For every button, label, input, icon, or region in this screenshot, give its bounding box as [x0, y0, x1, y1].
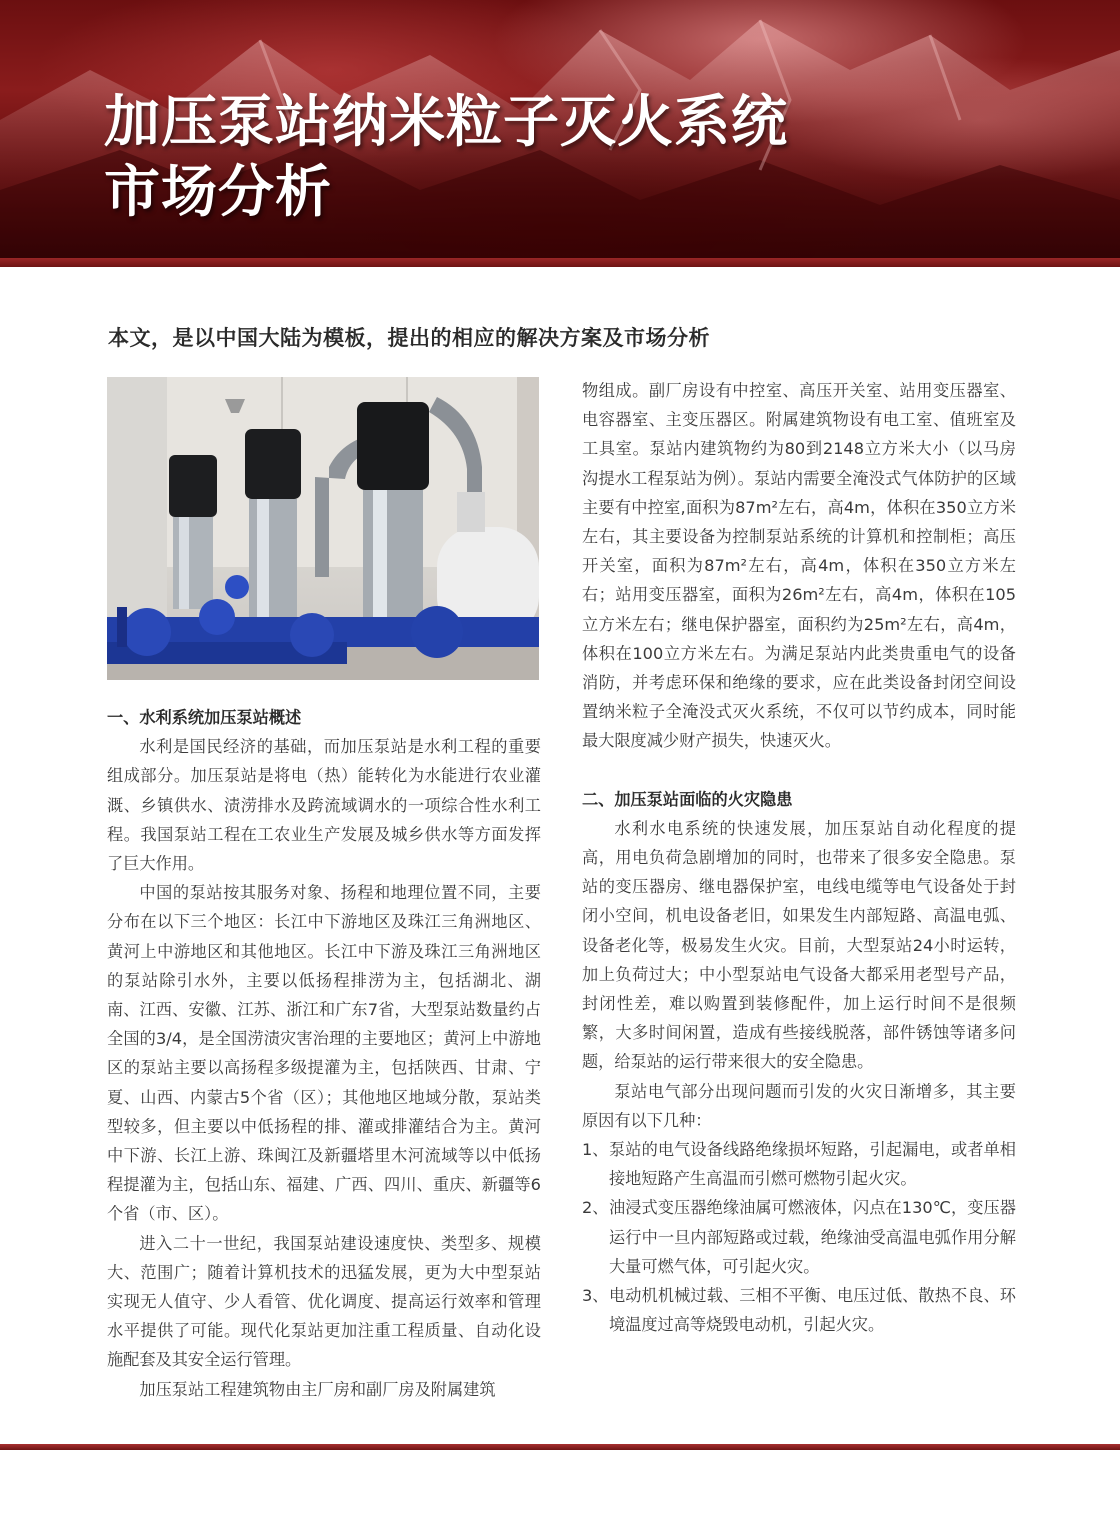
- footer-divider: [0, 1444, 1120, 1450]
- pump-illustration-icon: [107, 377, 539, 680]
- banner-divider: [0, 258, 1120, 267]
- page-title: [104, 88, 788, 228]
- list-item: [582, 1135, 1016, 1193]
- list-item-text: 电动机机械过载、三相不平衡、电压过低、散热不良、环境温度过高等烧毁电动机，引起火灾。: [609, 1286, 1016, 1335]
- section-1-paragraph: 中国的泵站按其服务对象、扬程和地理位置不同，主要分布在以下三个地区：长江中下游地区及珠江三角洲地区、黄河上中游地区和其他地区。长江中下游及珠江三角洲地区的泵站除引水外，主要以低扬程排涝为主，包括湖北、湖南、江西、安徽、江苏、浙江和广东7省，大型泵站数量约占全国的3/4，是全国涝渍灾害治理的主要地区；黄河上中游地区的泵站主要以高扬程多级提灌为主，包括陕西、甘肃、宁夏、山西、内蒙古5个省（区）；其他地区地域分散，泵站类型较多，但主要以中低扬程的排、灌或排灌结合为主。黄河中下游、长江上游、珠闽江及新疆塔里木河流域等以中低扬程提灌为主，包括山东、福建、广西、四川、重庆、新疆等6个省（市、区）。: [107, 883, 541, 1224]
- list-item-number: 2、: [582, 1198, 609, 1218]
- section-1-paragraph: 进入二十一世纪，我国泵站建设速度快、类型多、规模大、范围广；随着计算机技术的迅猛发展，更为大中型泵站实现无人值守、少人看管、优化调度、提高运行效率和管理水平提供了可能。现代化泵站更加注重工程质量、自动化设施配套及其安全运行管理。: [107, 1233, 541, 1370]
- left-column: [107, 703, 541, 1404]
- list-item-text: 泵站的电气设备线路绝缘损坏短路，引起漏电，或者单相接地短路产生高温而引燃可燃物引起火灾。: [609, 1140, 1016, 1189]
- title-line-1: 加压泵站纳米粒子灭火系统: [104, 90, 788, 155]
- cause-list: [582, 1135, 1016, 1339]
- right-column: [582, 376, 1016, 1340]
- section-gap: [582, 756, 1016, 785]
- list-item-number: 1、: [582, 1140, 609, 1160]
- title-line-2: 市场分析: [104, 160, 332, 225]
- pump-room-photo: [107, 377, 539, 680]
- header-banner: [0, 0, 1120, 258]
- article-subtitle: 本文，是以中国大陆为模板，提出的相应的解决方案及市场分析: [108, 326, 710, 350]
- section-1-heading: 一、水利系统加压泵站概述: [107, 708, 302, 727]
- list-item-number: 3、: [582, 1286, 609, 1306]
- list-item: [582, 1193, 1016, 1281]
- section-2-heading: 二、加压泵站面临的火灾隐患: [582, 789, 793, 809]
- section-2-paragraph: 水利水电系统的快速发展，加压泵站自动化程度的提高，用电负荷急剧增加的同时，也带来了很多安全隐患。泵站的变压器房、继电器保护室，电线电缆等电气设备处于封闭小空间，机电设备老旧，如果发生内部短路、高温电弧、设备老化等，极易发生火灾。目前，大型泵站24小时运转，加上负荷过大；中小型泵站电气设备大都采用老型号产品，封闭性差，难以购置到装修配件，加上运行时间不是很频繁，大多时间闲置，造成有些接线脱落，部件锈蚀等诸多问题，给泵站的运行带来很大的安全隐患。: [582, 818, 1016, 1072]
- list-item: [582, 1281, 1016, 1339]
- section-1-continuation: 物组成。副厂房设有中控室、高压开关室、站用变压器室、电容器室、主变压器区。附属建筑物设有电工室、值班室及工具室。泵站内建筑物约为80到2148立方米大小（以马房沟提水工程泵站为例）。泵站内需要全淹没式气体防护的区域主要有中控室,面积为87m²左右，高4m，体积在350立方米左右，其主要设备为控制泵站系统的计算机和控制柜；高压开关室，面积为87m²左右，高4m，体积在350立方米左右；站用变压器室，面积为26m²左右，高4m，体积在105立方米左右；继电保护器室，面积约为25m²左右，高4m，体积在100立方米左右。为满足泵站内此类贵重电气的设备消防，并考虑环保和绝缘的要求，应在此类设备封闭空间设置纳米粒子全淹没式灭火系统，不仅可以节约成本，同时能最大限度减少财产损失，快速灭火。: [582, 381, 1016, 751]
- section-1-paragraph: 加压泵站工程建筑物由主厂房和副厂房及附属建筑: [139, 1379, 496, 1399]
- section-2-paragraph: 泵站电气部分出现问题而引发的火灾日渐增多，其主要原因有以下几种：: [582, 1081, 1016, 1130]
- list-item-text: 油浸式变压器绝缘油属可燃液体，闪点在130℃，变压器运行中一旦内部短路或过载，绝缘油受高温电弧作用分解大量可燃气体，可引起火灾。: [609, 1198, 1016, 1276]
- section-1-paragraph: 水利是国民经济的基础，而加压泵站是水利工程的重要组成部分。加压泵站是将电（热）能转化为水能进行农业灌溉、乡镇供水、渍涝排水及跨流域调水的一项综合性水利工程。我国泵站工程在工农业生产发展及城乡供水等方面发挥了巨大作用。: [107, 737, 541, 874]
